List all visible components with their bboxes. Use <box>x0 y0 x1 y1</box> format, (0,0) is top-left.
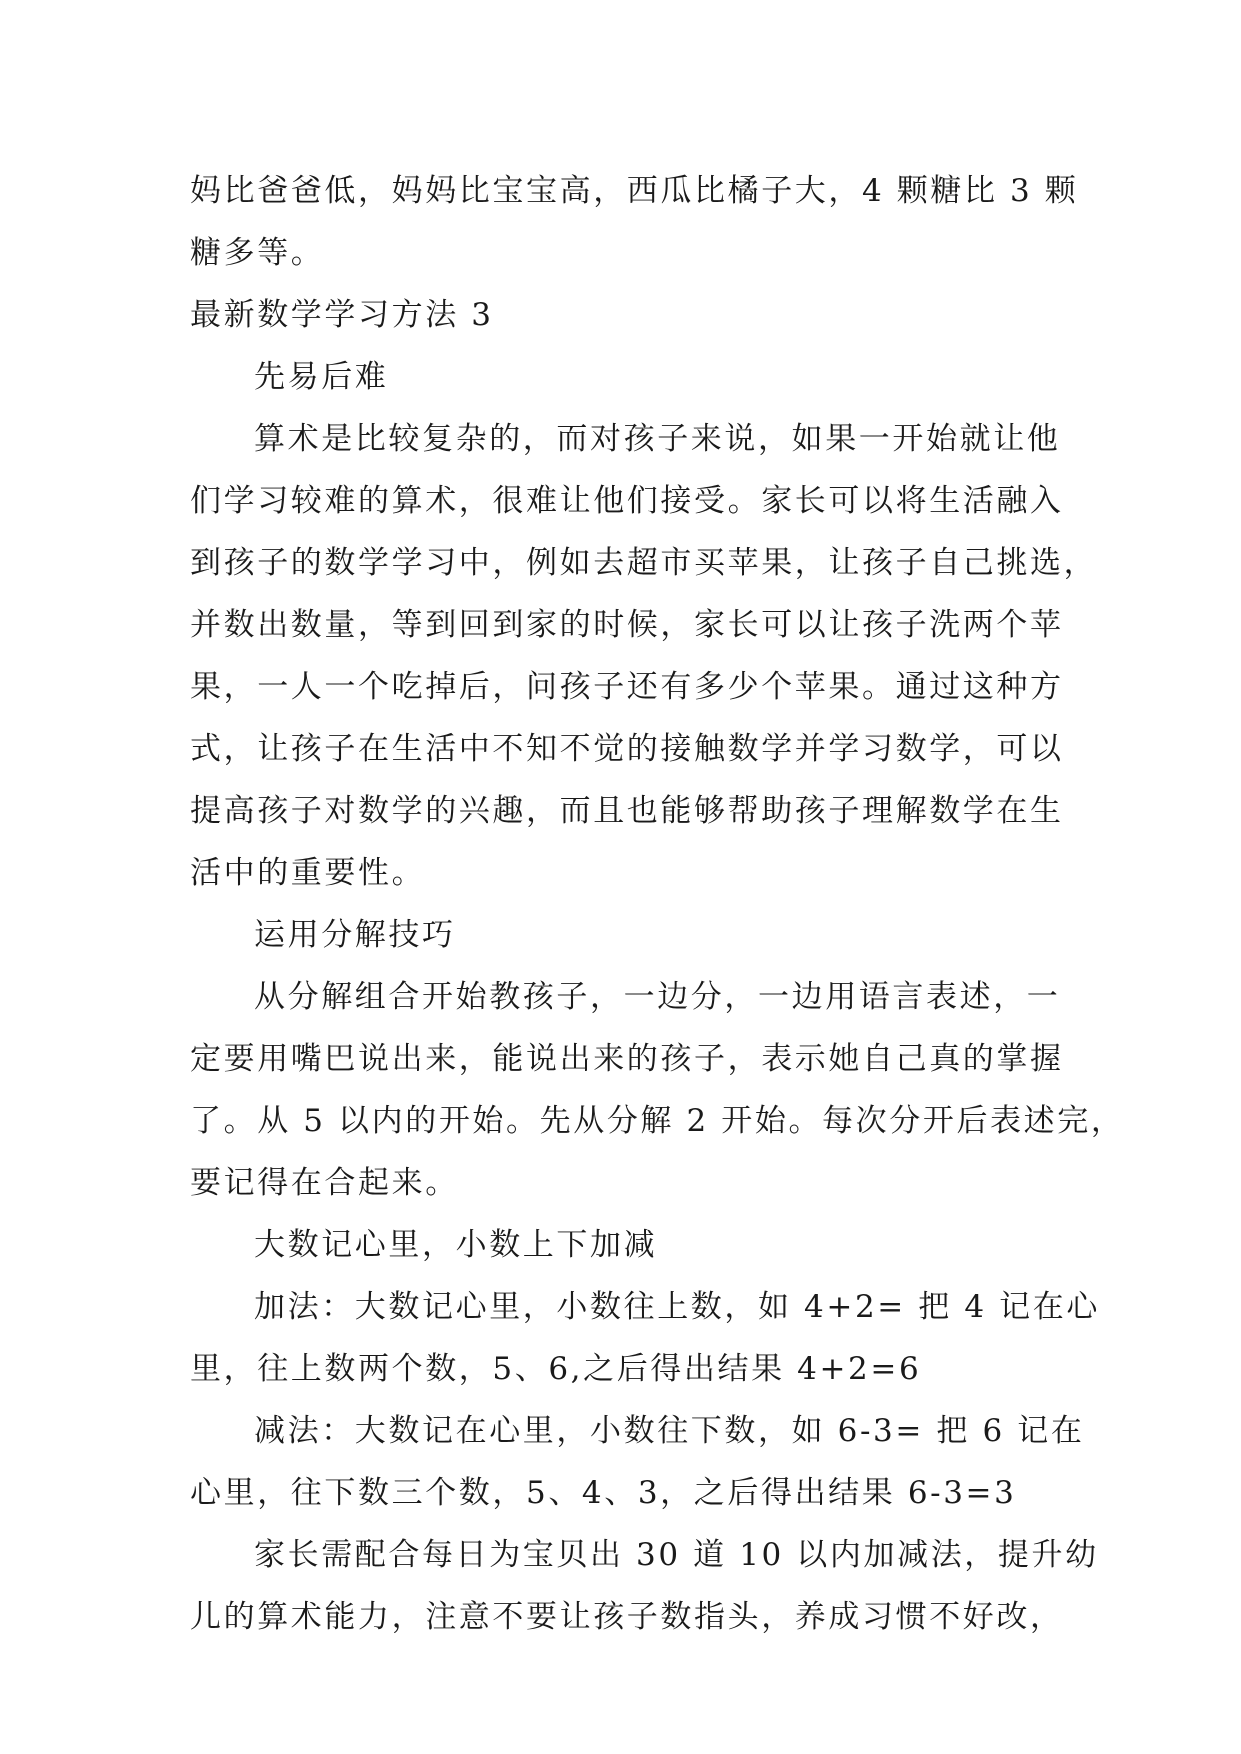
paragraph-line: 果，一人一个吃掉后，问孩子还有多少个苹果。通过这种方 <box>190 669 1064 705</box>
paragraph-line: 算术是比较复杂的，而对孩子来说，如果一开始就让他 <box>254 421 1061 457</box>
paragraph-line: 了。从 5 以内的开始。先从分解 2 开始。每次分开后表述完， <box>190 1103 1125 1139</box>
subheading: 先易后难 <box>254 359 389 395</box>
paragraph-line: 要记得在合起来。 <box>190 1165 459 1201</box>
paragraph-line: 加法：大数记心里，小数往上数，如 4+2= 把 4 记在心 <box>254 1289 1100 1325</box>
paragraph-line: 活中的重要性。 <box>190 855 426 891</box>
paragraph-line: 从分解组合开始教孩子，一边分，一边用语言表述，一 <box>254 979 1061 1015</box>
paragraph-line: 里，往上数两个数，5、6,之后得出结果 4+2=6 <box>190 1351 922 1387</box>
subheading: 运用分解技巧 <box>254 917 456 953</box>
paragraph-line: 心里，往下数三个数，5、4、3，之后得出结果 6-3=3 <box>190 1475 1017 1511</box>
paragraph-line: 家长需配合每日为宝贝出 30 道 10 以内加减法，提升幼 <box>254 1537 1099 1573</box>
subheading: 大数记心里，小数上下加减 <box>254 1227 658 1263</box>
paragraph-line: 式，让孩子在生活中不知不觉的接触数学并学习数学，可以 <box>190 731 1064 767</box>
paragraph-line: 儿的算术能力，注意不要让孩子数指头，养成习惯不好改， <box>190 1599 1064 1635</box>
paragraph-line: 们学习较难的算术，很难让他们接受。家长可以将生活融入 <box>190 483 1064 519</box>
paragraph-line: 妈比爸爸低，妈妈比宝宝高，西瓜比橘子大，4 颗糖比 3 颗 <box>190 173 1079 209</box>
section-heading: 最新数学学习方法 3 <box>190 297 494 333</box>
document-body <box>190 160 1125 1648</box>
paragraph-line: 到孩子的数学学习中，例如去超市买苹果，让孩子自己挑选， <box>190 545 1098 581</box>
paragraph-line: 糖多等。 <box>190 235 325 271</box>
paragraph-line: 减法：大数记在心里，小数往下数，如 6-3= 把 6 记在 <box>254 1413 1085 1449</box>
paragraph-line: 定要用嘴巴说出来，能说出来的孩子，表示她自己真的掌握 <box>190 1041 1064 1077</box>
paragraph-line: 提高孩子对数学的兴趣，而且也能够帮助孩子理解数学在生 <box>190 793 1064 829</box>
paragraph-line: 并数出数量，等到回到家的时候，家长可以让孩子洗两个苹 <box>190 607 1064 643</box>
